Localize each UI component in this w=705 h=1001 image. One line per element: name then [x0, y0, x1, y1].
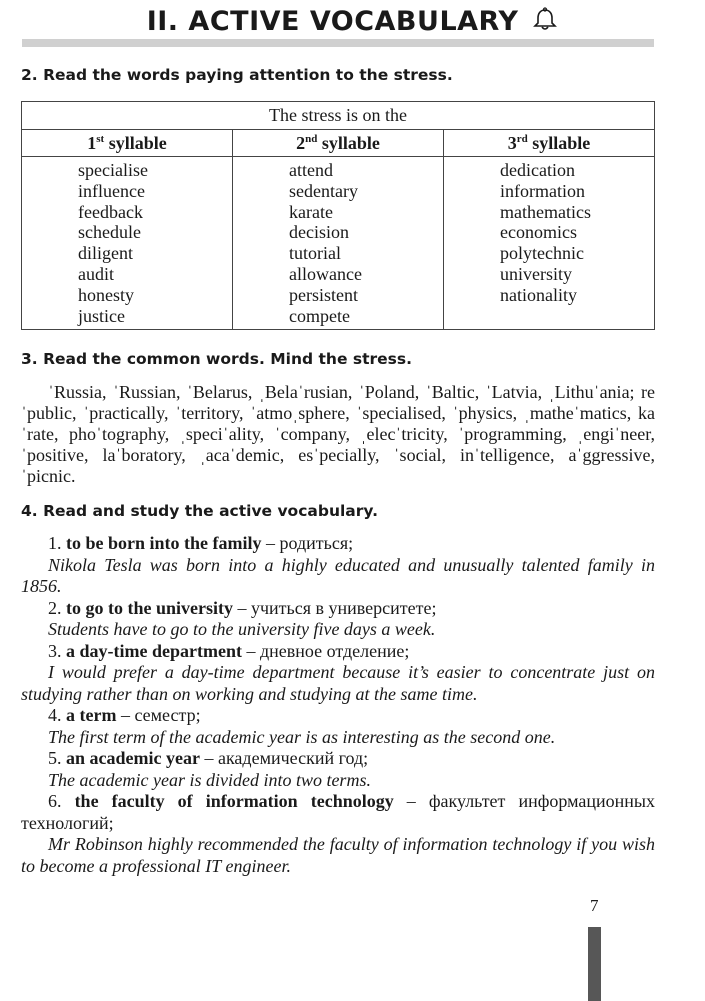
list-item: polytechnic: [500, 243, 584, 264]
vocab-example: Mr Robinson highly recommended the faculty of information technology if you wish to become a professional IT engineer.: [21, 834, 655, 876]
list-item: audit: [78, 263, 114, 284]
exercise-4-heading: 4. Read and study the active vocabulary.: [21, 502, 378, 520]
exercise-2-heading: 2. Read the words paying attention to the stress.: [21, 66, 453, 84]
vocab-term: 1. to be born into the family – родиться;: [48, 533, 354, 553]
list-item: allowance: [289, 263, 362, 284]
vocab-term: 5. an academic year – академический год;: [48, 748, 369, 768]
list-item: diligent: [78, 243, 133, 264]
list-item: honesty: [78, 284, 134, 305]
list-item: information: [500, 180, 585, 201]
exercise-3-heading: 3. Read the common words. Mind the stress.: [21, 350, 413, 368]
list-item: sedentary: [289, 180, 358, 201]
vocab-term: 4. a term – семестр;: [48, 705, 201, 725]
stress-words-paragraph: ˈRussia, ˈRussian, ˈBelarus, ˌBelaˈrusian, ˈPoland, ˈBaltic, ˈLatvia, ˌLithuˈania; reˈpublic, ˈpractically, ˈterritory, ˈatmoˌsphere, ˈspecialised, ˈphysics, ˌmatheˈmatics, kaˈrate, phoˈtography, ˌspeciˈality, ˈcompany, ˌelecˈtricity, ˈprogramming, ˌengiˈneer, ˈpositive, laˈboratory, ˌacaˈdemic, esˈpecially, ˈsocial, inˈtelligence, aˈggressive, ˈpicnic.: [21, 382, 655, 486]
list-item: specialise: [78, 160, 148, 180]
page-number: 7: [590, 896, 599, 915]
list-item: persistent: [289, 284, 358, 305]
vocab-term: 3. a day-time department – дневное отделение;: [48, 640, 410, 661]
section-title: [0, 6, 705, 38]
list-item: attend: [289, 160, 333, 180]
list-item: justice: [78, 305, 125, 326]
title-underline: [22, 39, 654, 47]
bell-icon: [532, 7, 558, 38]
column-header-1: 1st syllable: [22, 130, 233, 157]
table-caption: The stress is on the: [22, 102, 655, 130]
list-item: decision: [289, 222, 349, 243]
list-item: dedication: [500, 160, 575, 180]
word-list-3: [444, 157, 655, 330]
vocab-term: 2. to go to the university – учиться в университете;: [48, 597, 437, 618]
word-list-2: [233, 157, 444, 330]
word-list-1: [22, 157, 233, 330]
list-item: tutorial: [289, 243, 341, 264]
vocab-example: The first term of the academic year is as interesting as the second one.: [48, 726, 556, 747]
list-item: influence: [78, 180, 145, 201]
column-header-3: 3rd syllable: [444, 130, 655, 157]
vocab-example: Nikola Tesla was born into a highly educated and unusually talented family in 1856.: [21, 554, 655, 596]
list-item: economics: [500, 222, 577, 243]
vocab-example: The academic year is divided into two terms.: [48, 769, 371, 790]
list-item: schedule: [78, 222, 141, 243]
list-item: mathematics: [500, 201, 591, 222]
section-title-text: II. ACTIVE VOCABULARY: [146, 6, 519, 37]
column-header-2: 2nd syllable: [233, 130, 444, 157]
list-item: nationality: [500, 284, 577, 305]
page-edge-marker: [588, 927, 601, 1001]
vocab-term: 6. the faculty of information technology – факультет информационных технологий;: [21, 791, 656, 833]
vocab-example: Students have to go to the university five days a week.: [48, 619, 436, 639]
vocab-example: I would prefer a day-time department because it’s easier to concentrate just on studying rather than on working and studying at the same time.: [21, 662, 655, 704]
list-item: compete: [289, 305, 350, 326]
list-item: university: [500, 263, 572, 284]
stress-table: [21, 101, 655, 330]
vocabulary-list: [21, 533, 655, 877]
list-item: karate: [289, 201, 333, 222]
list-item: feedback: [78, 201, 143, 222]
